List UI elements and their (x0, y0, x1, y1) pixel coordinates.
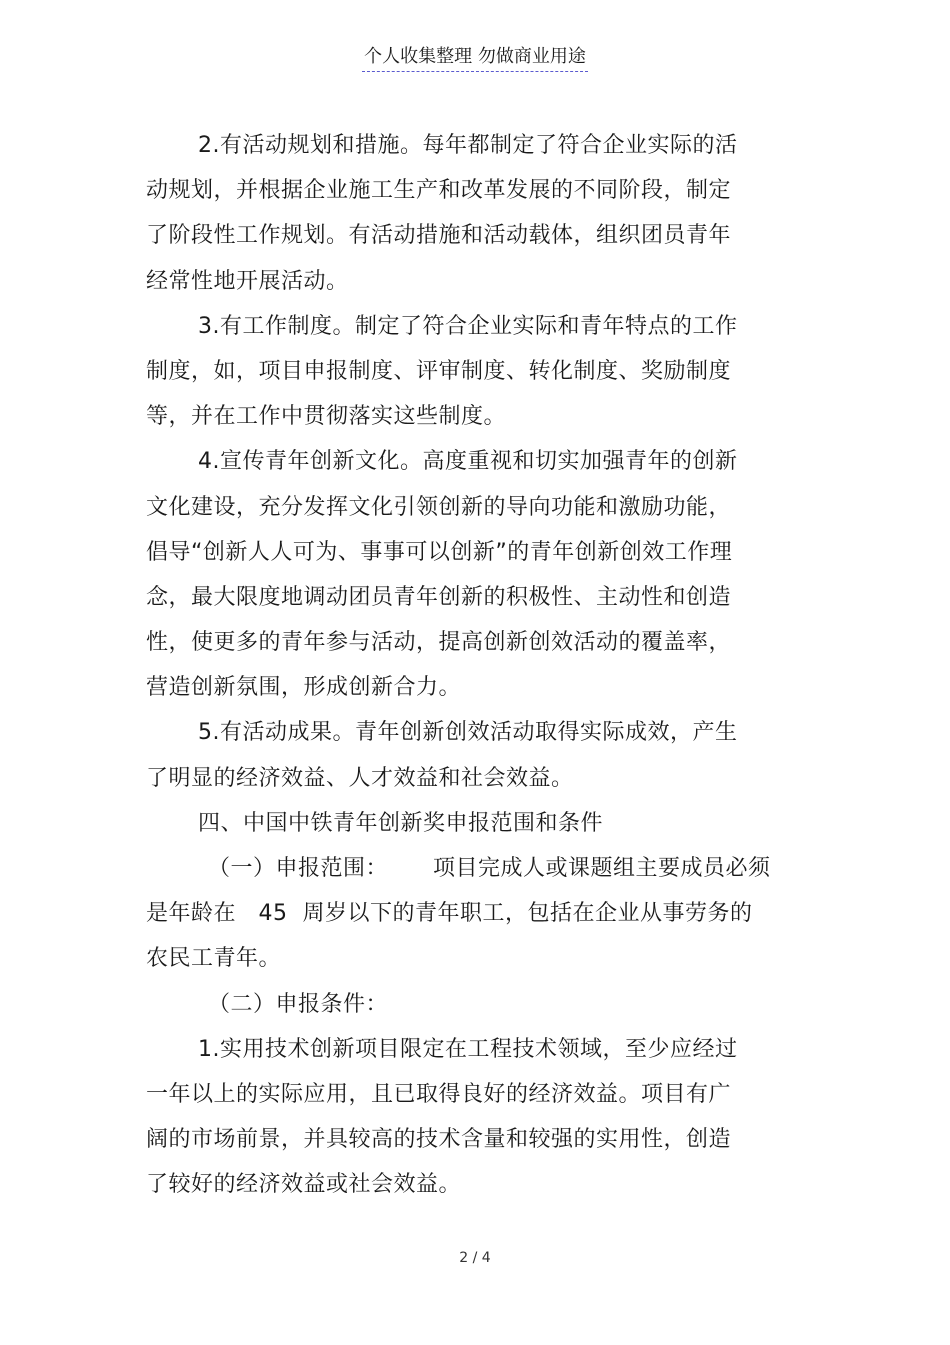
subsection-heading: （二）申报条件： (208, 991, 389, 1017)
text-line: 营造创新氛围，形成创新合力。 (146, 675, 462, 701)
text-line: 制度，如，项目申报制度、评审制度、转化制度、奖励制度 (146, 358, 732, 384)
text-line: 农民工青年。 (146, 946, 282, 972)
text-line: 动规划，并根据企业施工生产和改革发展的不同阶段，制定 (146, 178, 732, 204)
text-line: 5.有活动成果。青年创新创效活动取得实际成效，产生 (198, 720, 738, 746)
text-line: 4.宣传青年创新文化。高度重视和切实加强青年的创新 (198, 449, 738, 475)
text-line: 性，使更多的青年参与活动，提高创新创效活动的覆盖率， (146, 630, 732, 656)
text-line: 经常性地开展活动。 (146, 268, 349, 294)
text-line: 念，最大限度地调动团员青年创新的积极性、主动性和创造 (146, 584, 732, 610)
text-line: 了较好的经济效益或社会效益。 (146, 1172, 462, 1198)
text-line: 一年以上的实际应用，且已取得良好的经济效益。项目有广 (146, 1081, 732, 1107)
document-body (146, 123, 771, 1208)
header-text: 个人收集整理 勿做商业用途 (362, 44, 588, 72)
text-line: 是年龄在 45 周岁以下的青年职工，包括在企业从事劳务的 (146, 901, 753, 927)
section-heading: 四、中国中铁青年创新奖申报范围和条件 (198, 810, 604, 836)
text-line: 阔的市场前景，并具较高的技术含量和较强的实用性，创造 (146, 1127, 732, 1153)
text-line: 1.实用技术创新项目限定在工程技术领域，至少应经过 (198, 1036, 738, 1062)
text-line: 倡导“创新人人可为、事事可以创新”的青年创新创效工作理 (146, 539, 733, 565)
text-line: （一）申报范围： 项目完成人或课题组主要成员必须 (208, 856, 771, 881)
text-line: 3.有工作制度。制定了符合企业实际和青年特点的工作 (198, 313, 738, 339)
text-line: 等，并在工作中贯彻落实这些制度。 (146, 404, 507, 430)
page-header (0, 44, 950, 72)
text-line: 2.有活动规划和措施。每年都制定了符合企业实际的活 (198, 133, 738, 158)
page-number: 2 / 4 (459, 1250, 491, 1266)
text-line: 了阶段性工作规划。有活动措施和活动载体，组织团员青年 (146, 223, 732, 249)
text-line: 了明显的经济效益、人才效益和社会效益。 (146, 765, 574, 791)
text-line: 文化建设，充分发挥文化引领创新的导向功能和激励功能， (146, 494, 732, 520)
